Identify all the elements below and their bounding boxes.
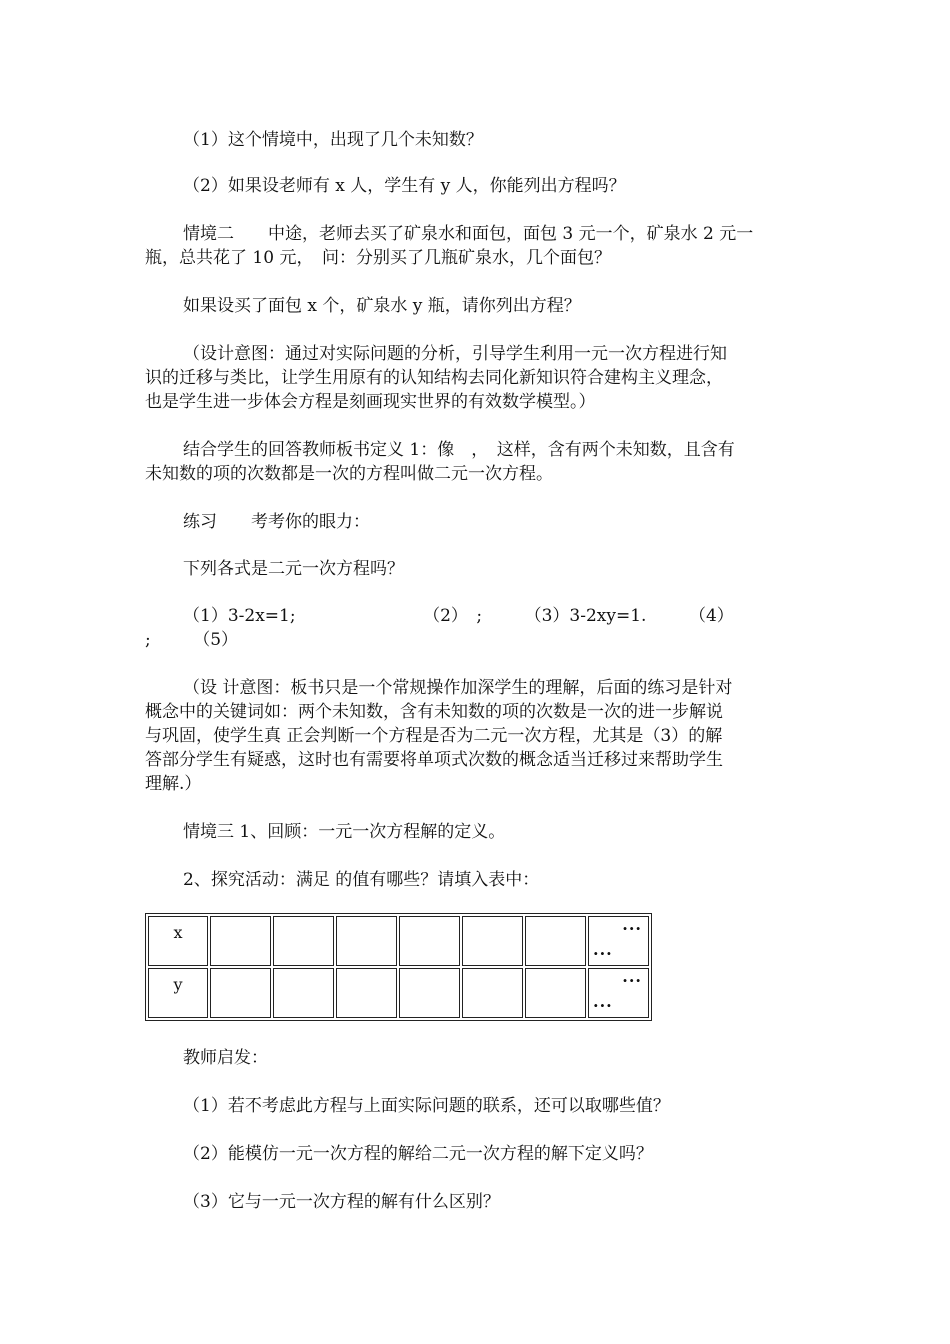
table-cell [336,916,397,966]
text-line: （1）若不考虑此方程与上面实际问题的联系，还可以取哪些值？ [183,1096,670,1116]
text-line: 情境三 1、回顾：一元一次方程解的定义。 [183,822,506,842]
text-line: 情境二 中途，老师去买了矿泉水和面包，面包 3 元一个，矿泉水 2 元一 [183,224,754,244]
table-cell [399,968,460,1018]
table-row [148,916,649,966]
table-cell [462,916,523,966]
text-line: （设计意图：通过对实际问题的分析，引导学生利用一元一次方程进行知 [183,344,727,364]
text-line: 结合学生的回答教师板书定义 1：像 ， 这样，含有两个未知数，且含有 [183,440,735,460]
ellipsis-cell [588,916,649,966]
table-cell [273,916,334,966]
table-cell [525,968,586,1018]
text-line: 下列各式是二元一次方程吗？ [183,559,404,579]
text-line: 识的迁移与类比，让学生用原有的认知结构去同化新知识符合建构主义理念， [145,368,723,388]
text-line: 未知数的项的次数都是一次的方程叫做二元一次方程。 [145,464,553,484]
table-cell [399,916,460,966]
text-line: 与巩固，使学生真 正会判断一个方程是否为二元一次方程，尤其是（3）的解 [145,726,723,746]
table-cell [273,968,334,1018]
ellipsis-bottom: ··· [593,996,613,1015]
text-line: 如果设买了面包 x 个，矿泉水 y 瓶，请你列出方程？ [183,296,581,316]
text-line: 2、探究活动：满足 的值有哪些？请填入表中： [183,870,540,890]
ellipsis-top: ··· [622,919,642,938]
ellipsis-bottom: ··· [593,944,613,963]
text-line: ; （5） [145,630,239,650]
text-line: （2）如果设老师有 x 人，学生有 y 人，你能列出方程吗？ [183,176,626,196]
ellipsis-top: ··· [622,971,642,990]
table-cell [336,968,397,1018]
text-line: （设 计意图：板书只是一个常规操作加深学生的理解，后面的练习是针对 [183,678,733,698]
table-cell [210,968,271,1018]
ellipsis-cell [588,968,649,1018]
text-line: 瓶，总共花了 10 元， 问：分别买了几瓶矿泉水，几个面包？ [145,248,611,268]
row-label-y: y [148,968,208,1018]
table-cell [210,916,271,966]
table-cell [525,916,586,966]
row-label-x: x [148,916,208,966]
text-line: 教师启发： [183,1048,268,1068]
text-line: 练习 考考你的眼力： [183,512,370,532]
table-cell [462,968,523,1018]
text-line: （3）它与一元一次方程的解有什么区别？ [183,1192,500,1212]
text-line: 概念中的关键词如：两个未知数，含有未知数的项的次数是一次的进一步解说 [145,702,723,722]
values-table [145,913,652,1021]
text-line: （1）这个情境中，出现了几个未知数？ [183,130,483,150]
text-line: （1）3-2x=1; （2） ; （3）3-2xy=1. （4） [183,606,734,626]
text-line: 答部分学生有疑惑，这时也有需要将单项式次数的概念适当迁移过来帮助学生 [145,750,723,770]
table-row [148,968,649,1018]
text-line: （2）能模仿一元一次方程的解给二元一次方程的解下定义吗？ [183,1144,653,1164]
text-line: 理解.） [145,774,202,794]
text-line: 也是学生进一步体会方程是刻画现实世界的有效数学模型。） [145,392,596,412]
